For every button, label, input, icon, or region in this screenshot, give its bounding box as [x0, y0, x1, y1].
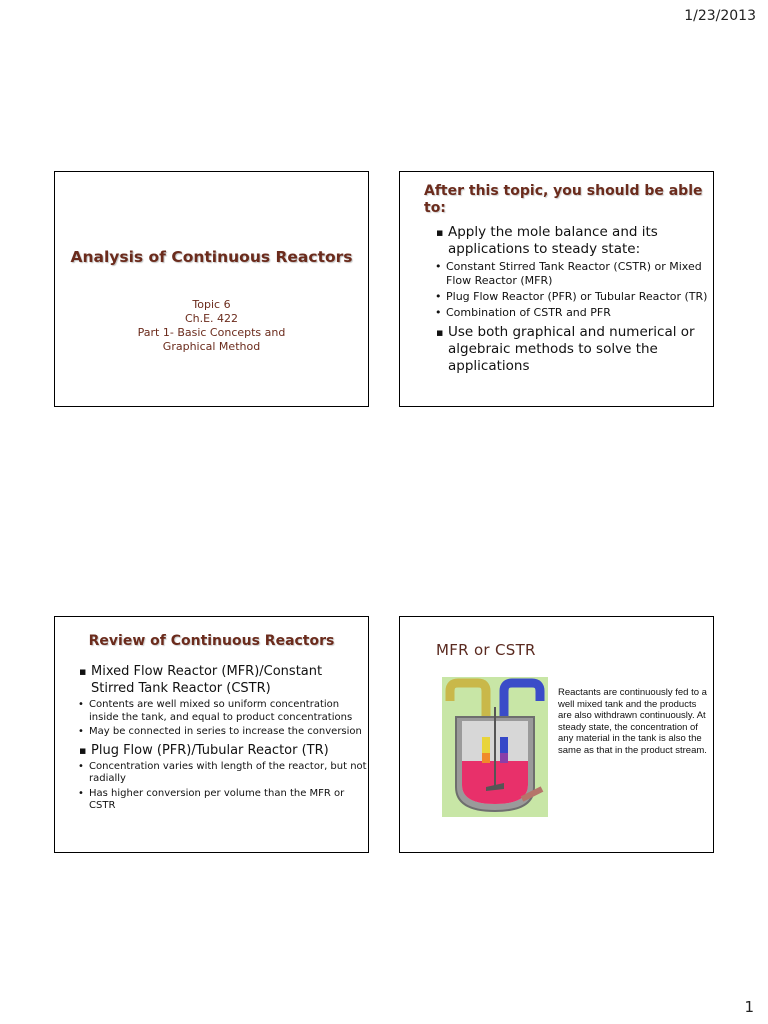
- stirred-tank-reactor-illustration: [442, 677, 548, 817]
- slide-objectives: [399, 171, 714, 407]
- bullet-item: [75, 742, 367, 759]
- print-date: 1/23/2013: [684, 8, 756, 24]
- slide-mfr-cstr: [399, 616, 714, 853]
- bullet-text: Use both graphical and numerical or algebraic methods to solve the applications: [448, 324, 695, 374]
- bullet-text: Mixed Flow Reactor (MFR)/Constant Stirred Tank Reactor (CSTR): [91, 664, 323, 696]
- slide-heading: MFR or CSTR: [436, 641, 536, 659]
- slide-description: Reactants are continuously fed to a well mixed tank and the products are also withdrawn continuously. At steady state, the concentration of any material in the tank is also the same as that in the product stream.: [558, 687, 707, 756]
- slide-heading: Review of Continuous Reactors: [88, 633, 335, 649]
- slide-title: [54, 171, 369, 407]
- slide-subtitle: [55, 298, 368, 354]
- sub-bullet-item: • Contents are well mixed so uniform concentration inside the tank, and equal to product concentrations: [75, 699, 367, 724]
- bullet-item: [432, 224, 712, 258]
- subtitle-line: Part 1- Basic Concepts and: [137, 326, 286, 339]
- subtitle-line: Ch.E. 422: [184, 312, 239, 325]
- bullet-list: [432, 224, 712, 375]
- bullet-text: Apply the mole balance and its applications to steady state:: [448, 224, 658, 257]
- sub-bullet-item: • Has higher conversion per volume than the MFR or CSTR: [75, 788, 367, 813]
- sub-bullet-item: • Constant Stirred Tank Reactor (CSTR) or Mixed Flow Reactor (MFR): [432, 260, 712, 288]
- bullet-list: [75, 663, 367, 813]
- slide-review: [54, 616, 369, 853]
- slide-heading: After this topic, you should be able to:: [424, 183, 703, 216]
- page-number: 1: [744, 998, 754, 1016]
- sub-bullet-item: • Plug Flow Reactor (PFR) or Tubular Reactor (TR): [432, 290, 712, 304]
- sub-bullet-item: • Combination of CSTR and PFR: [432, 306, 712, 320]
- bullet-item: [432, 324, 712, 375]
- slide-title-heading: Analysis of Continuous Reactors: [70, 248, 353, 266]
- bullet-text: Plug Flow (PFR)/Tubular Reactor (TR): [91, 742, 329, 758]
- subtitle-line: Topic 6: [192, 298, 231, 311]
- sub-bullet-item: • May be connected in series to increase the conversion: [75, 726, 367, 739]
- sub-bullet-item: • Concentration varies with length of the reactor, but not radially: [75, 761, 367, 786]
- subtitle-line: Graphical Method: [162, 340, 261, 353]
- bullet-item: [75, 663, 367, 697]
